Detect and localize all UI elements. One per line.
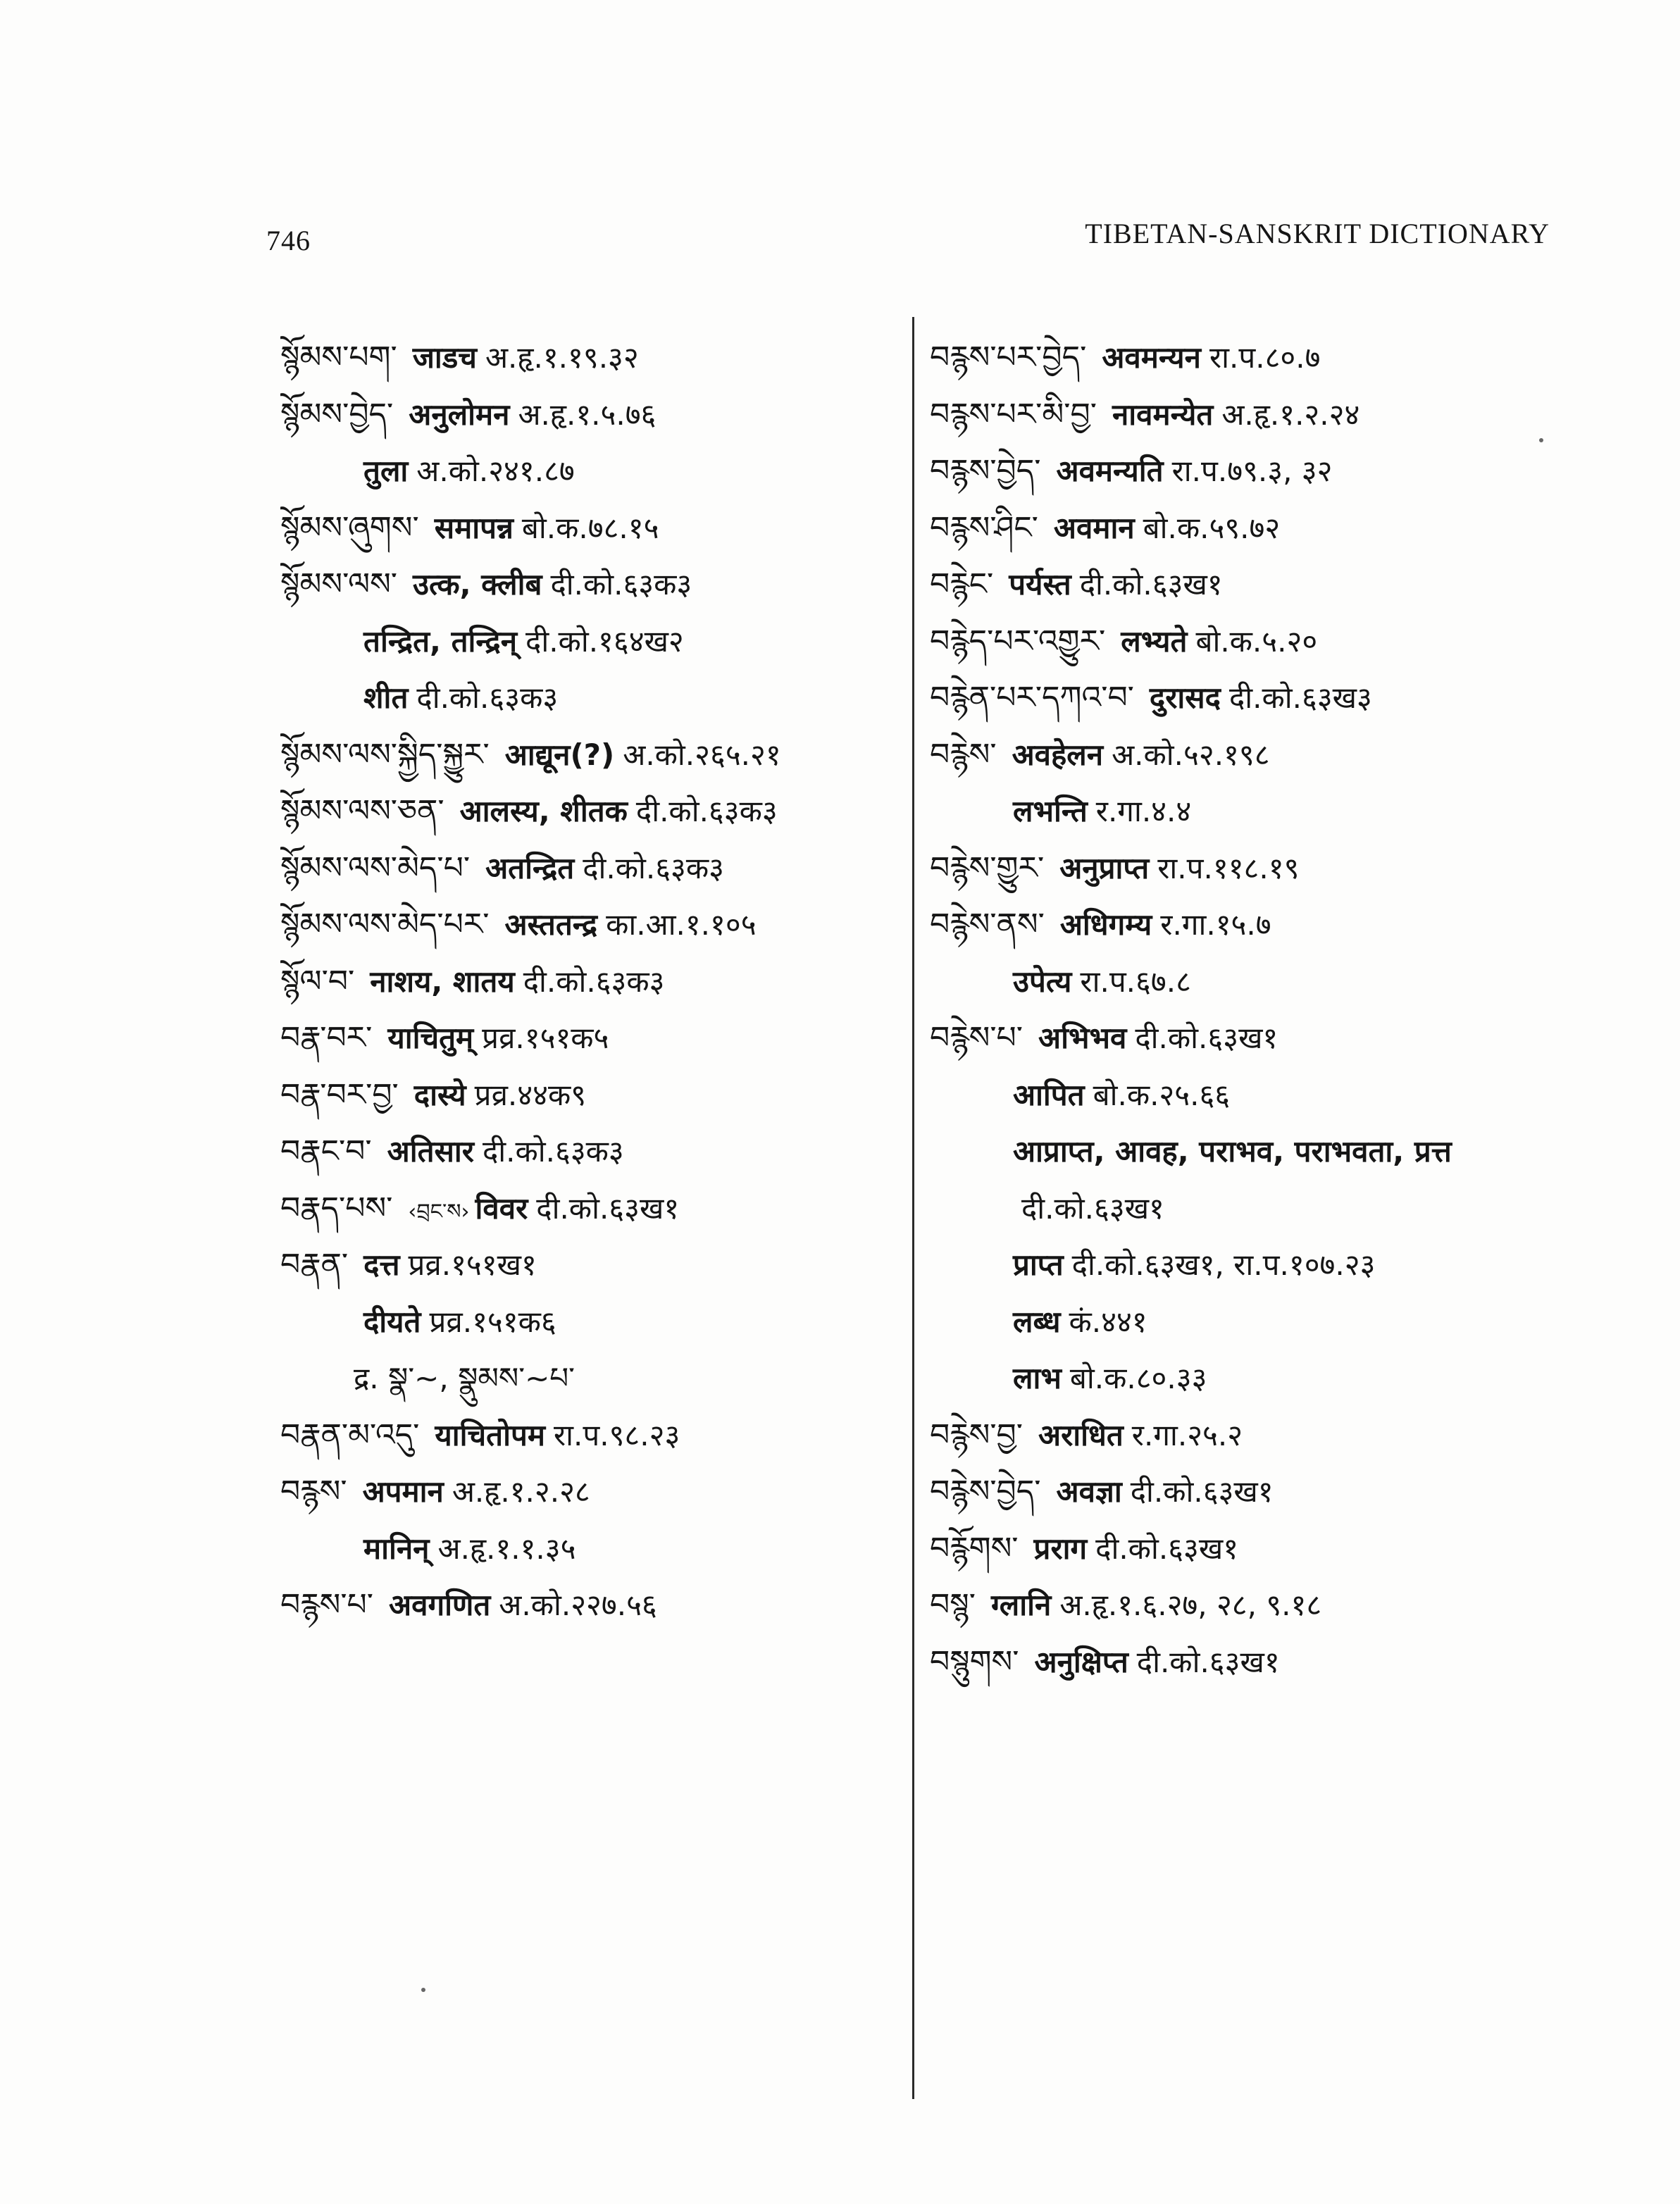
tibetan-headword: བརྙོགས་ <box>930 1530 1019 1567</box>
source-reference: दी.को.६३ख१ <box>1021 1190 1164 1226</box>
dictionary-entry <box>280 500 900 557</box>
source-reference: प्रव्र.१५१क६ <box>429 1304 556 1339</box>
sanskrit-equivalent: समापन्न <box>434 510 514 545</box>
dictionary-entry <box>930 1577 1550 1634</box>
sanskrit-equivalent: अतिसार <box>387 1134 474 1169</box>
source-reference: अ.हृ.१.२.२८ <box>452 1474 590 1509</box>
tibetan-headword: བསྙུགས་ <box>930 1643 1019 1680</box>
sanskrit-equivalent: लब्ध <box>1013 1304 1061 1339</box>
dictionary-entry <box>280 783 900 840</box>
source-reference: दी.को.६३ख१, रा.प.१०७.२३ <box>1071 1247 1376 1282</box>
dictionary-entry <box>280 954 900 1011</box>
sub-entry <box>280 1294 900 1351</box>
sanskrit-equivalent: दत्त <box>363 1247 400 1282</box>
column-divider <box>912 317 914 2099</box>
sanskrit-equivalent: शीत <box>363 680 409 715</box>
tibetan-headword: སྙོམས་ལས་སྐྱིད་སྐྱུར་ <box>280 736 490 773</box>
tibetan-headword: སྙོམས་ལས་མེད་པ་ <box>280 849 471 886</box>
source-reference: अ.हृ.१.६.२७, २८, ९.१८ <box>1059 1588 1322 1622</box>
sanskrit-equivalent: अनुप्राप्त <box>1059 850 1150 885</box>
right-column <box>930 330 1550 1691</box>
dictionary-entry <box>280 1010 900 1067</box>
tibetan-headword: བརྙས་བྱེད་ <box>930 453 1041 489</box>
sanskrit-equivalent: दीयते <box>363 1304 421 1339</box>
dictionary-entry <box>930 387 1550 444</box>
source-reference: बो.क.२५.६६ <box>1093 1077 1231 1112</box>
sub-entry <box>280 1521 900 1578</box>
source-reference: कं.४४१ <box>1069 1304 1147 1339</box>
sub-entry <box>930 1067 1550 1124</box>
dictionary-entry <box>930 727 1550 784</box>
dictionary-entry <box>930 443 1550 500</box>
tibetan-headword: བརྙེང་ <box>930 566 994 602</box>
sanskrit-equivalent: आलस्य, शीतक <box>459 794 628 828</box>
source-reference: दी.को.६३क३ <box>583 850 724 885</box>
tibetan-headword: བརྣན་ <box>280 1247 349 1283</box>
sanskrit-equivalent: लभन्ति <box>1013 794 1088 828</box>
source-reference: बो.क.५९.७२ <box>1143 510 1281 545</box>
tibetan-headword: བརྙས་པར་མི་བྱ་ <box>930 396 1097 432</box>
source-reference: प्रव्र.१५१क५ <box>482 1021 609 1055</box>
sub-entry <box>280 670 900 727</box>
tibetan-headword: སྙོམས་ལས་མེད་པར་ <box>280 907 490 942</box>
source-reference: रा.प.६७.८ <box>1080 964 1191 999</box>
dictionary-entry <box>280 840 900 897</box>
tibetan-headword: བརྙས་ཤིང་ <box>930 509 1038 546</box>
sub-entry <box>280 614 900 671</box>
source-reference: बो.क.५.२० <box>1195 623 1318 659</box>
page-speck <box>421 1988 425 1992</box>
tibetan-headword: བརྙེད་པར་འགྱུར་ <box>930 623 1106 659</box>
source-reference: अ.को.२२७.५६ <box>499 1588 657 1622</box>
source-reference: रा.प.९८.२३ <box>553 1417 680 1452</box>
source-reference: दी.को.६३ख१ <box>536 1190 680 1226</box>
sanskrit-equivalent: अतन्द्रित <box>485 850 575 885</box>
sub-entry <box>280 1350 900 1407</box>
sanskrit-equivalent: प्रराग <box>1033 1531 1088 1566</box>
tibetan-headword: བརྣད་པས་ <box>280 1190 393 1226</box>
tibetan-headword: བརྣ་བར་བྱ་ <box>280 1076 399 1113</box>
sub-entry <box>930 783 1550 840</box>
sanskrit-equivalent: नाशय, शातय <box>370 964 515 999</box>
tibetan-headword: བསྙ་ <box>930 1587 976 1623</box>
source-reference: र.गा.१५.७ <box>1160 907 1271 942</box>
source-reference: रा.प.८०.७ <box>1209 340 1321 375</box>
source-reference: दी.को.६३ख१ <box>1136 1644 1280 1679</box>
source-reference: द्र. སྣ་~, སྣུམས་~པ་ <box>354 1361 575 1395</box>
sanskrit-equivalent: पर्यस्त <box>1009 567 1071 602</box>
sanskrit-equivalent: जाडच <box>412 340 477 375</box>
sanskrit-equivalent: अवज्ञा <box>1056 1474 1122 1509</box>
source-reference: दी.को.६३क३ <box>550 567 692 602</box>
dictionary-entry <box>930 897 1550 954</box>
sanskrit-equivalent: विवर <box>475 1190 528 1226</box>
sub-entry <box>930 1237 1550 1294</box>
tibetan-headword: བརྣན་མ་འདུ་ <box>280 1417 420 1453</box>
sub-entry <box>930 1181 1550 1238</box>
sanskrit-equivalent: अपमान <box>362 1474 444 1509</box>
dictionary-entry <box>280 1407 900 1464</box>
source-reference: अ.हृ.१.५.७६ <box>518 397 657 432</box>
dictionary-entry <box>930 330 1550 387</box>
sub-entry <box>930 954 1550 1011</box>
sanskrit-equivalent: अवमान <box>1053 510 1135 545</box>
tibetan-headword: བརྙས་ <box>280 1474 347 1509</box>
source-reference: दी.को.६३क३ <box>416 680 559 715</box>
dictionary-entry <box>280 1067 900 1124</box>
source-reference: दी.को.६३क३ <box>482 1134 624 1169</box>
source-reference: र.गा.४.४ <box>1095 794 1192 828</box>
sub-entry <box>930 1294 1550 1351</box>
sanskrit-equivalent: तुला <box>363 454 409 488</box>
dictionary-entry <box>930 556 1550 614</box>
sanskrit-equivalent: अभिभव <box>1038 1021 1127 1055</box>
tibetan-headword: བརྙེས་ <box>930 736 997 773</box>
dictionary-entry <box>930 670 1550 727</box>
source-reference: प्रव्र.१५१ख१ <box>408 1247 537 1282</box>
dictionary-entry <box>280 1237 900 1294</box>
tibetan-headword: བརྣ་བར་ <box>280 1020 373 1056</box>
dictionary-entry <box>280 897 900 954</box>
sanskrit-equivalent: अनुक्षिप्त <box>1034 1644 1128 1679</box>
dictionary-entry <box>930 1407 1550 1464</box>
sanskrit-equivalent: नावमन्येत <box>1112 397 1214 432</box>
sanskrit-equivalent: आपित <box>1013 1077 1085 1112</box>
tibetan-headword: སྙོམས་པག་ <box>280 340 397 375</box>
sanskrit-equivalent: उत्क, क्लीब <box>413 567 542 602</box>
sanskrit-equivalent: तन्द्रित, तन्द्रिन् <box>363 623 518 659</box>
sanskrit-equivalent: अराधित <box>1038 1417 1124 1452</box>
source-reference: दी.को.६३क३ <box>523 964 665 999</box>
source-reference: का.आ.१.१०५ <box>606 907 757 942</box>
dictionary-entry <box>280 1464 900 1521</box>
running-head: TIBETAN-SANSKRIT DICTIONARY <box>1085 218 1550 249</box>
dictionary-entry <box>280 1123 900 1181</box>
tibetan-headword: སྙོམས་ཞུགས་ <box>280 509 419 546</box>
sanskrit-equivalent: दास्ये <box>413 1077 466 1112</box>
sub-entry <box>930 1350 1550 1407</box>
dictionary-entry <box>280 556 900 614</box>
dictionary-entry <box>280 387 900 444</box>
dictionary-entry <box>930 500 1550 557</box>
dictionary-entry <box>280 1181 900 1238</box>
source-reference: रा.प.११८.१९ <box>1157 850 1300 885</box>
sanskrit-equivalent: अवमन्यति <box>1056 454 1164 488</box>
tibetan-headword: བརྙེས་བྱ་ <box>930 1417 1023 1453</box>
sanskrit-equivalent: अधिगम्य <box>1059 907 1152 942</box>
page-number: 746 <box>266 225 311 256</box>
left-column <box>280 330 900 1634</box>
sanskrit-equivalent: आप्राप्त, आवह, पराभव, पराभवता, प्रत्त <box>1013 1134 1452 1169</box>
tibetan-headword: བརྙེས་བྱེད་ <box>930 1474 1041 1509</box>
tibetan-headword: སྙོལ་བ་ <box>280 963 355 1000</box>
sanskrit-equivalent: अस्ततन्द्र <box>504 907 598 942</box>
sanskrit-equivalent: याचितुम् <box>387 1021 474 1055</box>
source-reference: दी.को.१६४ख२ <box>525 623 684 659</box>
sanskrit-equivalent: अवहेलन <box>1012 737 1104 772</box>
dictionary-entry <box>930 1464 1550 1521</box>
tibetan-headword: བརྙས་པར་བྱེད་ <box>930 340 1087 375</box>
dictionary-entry <box>280 330 900 387</box>
sanskrit-equivalent: लभ्यते <box>1121 623 1188 659</box>
source-reference: बो.क.७८.१५ <box>521 510 659 545</box>
page-speck <box>1539 438 1543 442</box>
source-reference: बो.क.८०.३३ <box>1069 1361 1207 1395</box>
sanskrit-equivalent: अवगणित <box>389 1588 491 1622</box>
source-reference: अ.हृ.१.२.२४ <box>1221 397 1360 432</box>
source-reference: अ.को.२६५.२१ <box>623 737 781 772</box>
sanskrit-equivalent: लाभ <box>1013 1361 1062 1395</box>
source-reference: अ.हृ.१.१.३५ <box>437 1531 576 1566</box>
sanskrit-equivalent: अवमन्यन <box>1102 340 1201 375</box>
tibetan-headword: བརྣང་བ་ <box>280 1133 372 1169</box>
sanskrit-equivalent: मानिन् <box>363 1531 430 1566</box>
source-reference: अ.हृ.१.१९.३२ <box>485 340 639 375</box>
source-reference: अ.को.२४१.८७ <box>416 454 575 488</box>
source-reference: र.गा.२५.२ <box>1131 1417 1243 1452</box>
tibetan-headword: བརྙེས་པ་ <box>930 1020 1023 1056</box>
tibetan-headword: སྙོམས་ལས་ཅན་ <box>280 793 444 829</box>
source-reference: दी.को.६३ख१ <box>1079 567 1223 602</box>
sanskrit-equivalent: दुरासद <box>1149 680 1221 715</box>
tibetan-headword: བརྙས་པ་ <box>280 1587 373 1623</box>
tibetan-headword: བརྙེས་གྱུར་ <box>930 849 1045 886</box>
sanskrit-equivalent: उपेत्य <box>1013 964 1072 999</box>
tibetan-headword: སྙོམས་བྱེད་ <box>280 396 394 432</box>
source-reference: दी.को.६३क३ <box>635 794 778 828</box>
tibetan-headword: བརྙེན་པར་དཀའ་བ་ <box>930 680 1134 716</box>
source-reference: दी.को.६३ख१ <box>1135 1021 1278 1055</box>
dictionary-entry <box>930 1010 1550 1067</box>
tibetan-headword: བརྙེས་ནས་ <box>930 907 1045 942</box>
sanskrit-equivalent: याचितोपम <box>435 1417 545 1452</box>
source-reference: अ.को.५२.१९८ <box>1112 737 1270 772</box>
source-reference: दी.को.६३ख१ <box>1130 1474 1274 1509</box>
dictionary-entry <box>930 1521 1550 1578</box>
dictionary-entry <box>280 727 900 784</box>
dictionary-entry <box>930 1634 1550 1691</box>
sanskrit-equivalent: प्राप्त <box>1013 1247 1064 1282</box>
dictionary-entry <box>930 840 1550 897</box>
source-note: ‹བྲང་ས› <box>408 1199 470 1224</box>
sanskrit-equivalent: आद्यून(?) <box>504 737 615 772</box>
source-reference: रा.प.७९.३, ३२ <box>1171 454 1333 488</box>
tibetan-headword: སྙོམས་ལས་ <box>280 566 398 602</box>
dictionary-entry <box>280 1577 900 1634</box>
sub-entry <box>930 1123 1550 1181</box>
source-reference: प्रव्र.४४क९ <box>474 1077 587 1112</box>
sub-entry <box>280 443 900 500</box>
source-reference: दी.को.६३ख३ <box>1228 680 1372 715</box>
sanskrit-equivalent: अनुलोमन <box>409 397 510 432</box>
sanskrit-equivalent: ग्लानि <box>990 1588 1052 1622</box>
source-reference: दी.को.६३ख१ <box>1095 1531 1239 1566</box>
dictionary-entry <box>930 614 1550 671</box>
